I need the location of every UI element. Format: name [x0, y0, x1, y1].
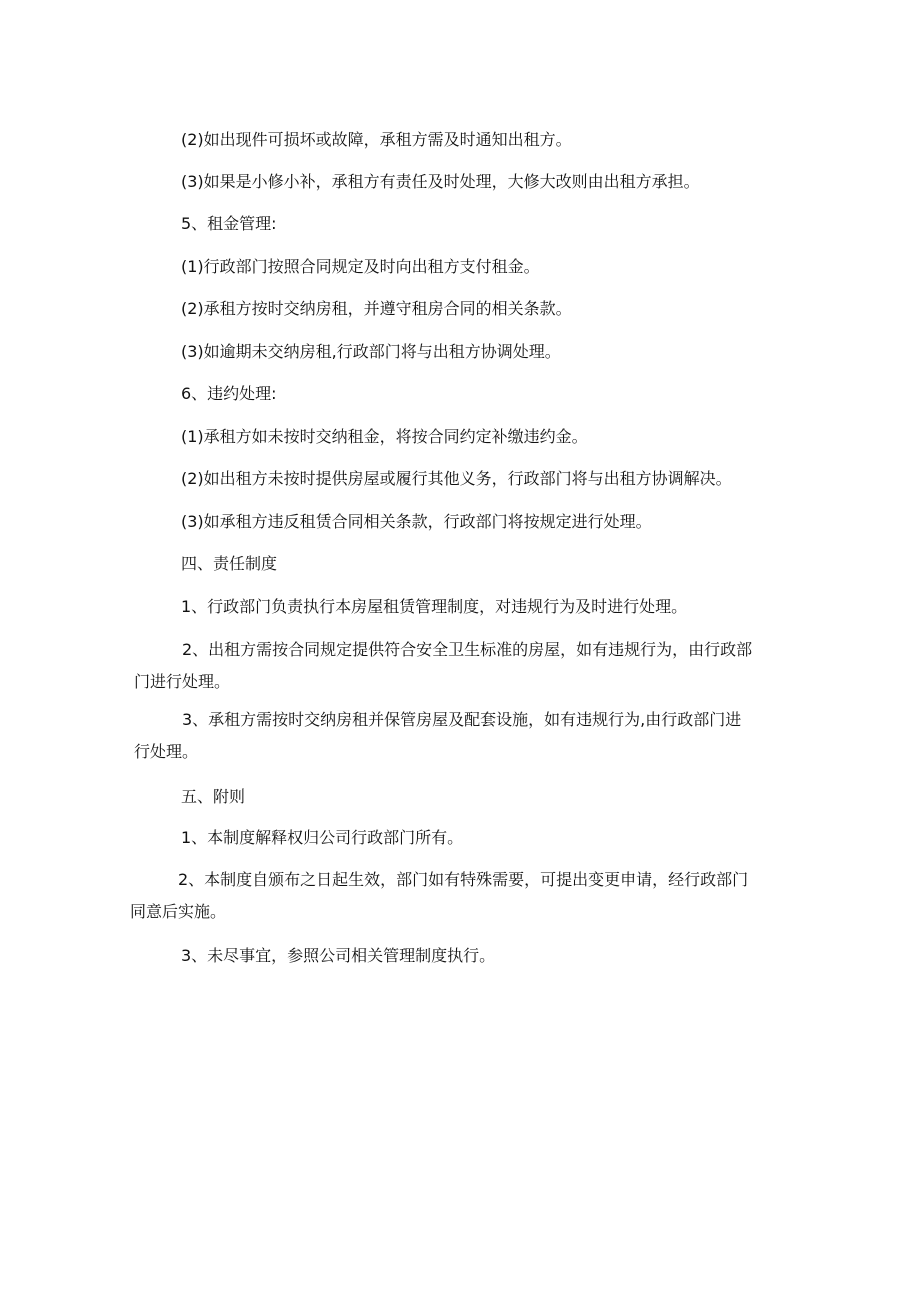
chapter-heading: 五、附则 — [181, 787, 246, 806]
paragraph: 1、行政部门负责执行本房屋租赁管理制度，对违规行为及时进行处理。 — [181, 597, 688, 616]
paragraph: (1)承租方如未按时交纳租金，将按合同约定补缴违约金。 — [181, 427, 588, 446]
paragraph: (2)如出租方未按时提供房屋或履行其他义务，行政部门将与出租方协调解决。 — [181, 469, 732, 488]
paragraph: 1、本制度解释权归公司行政部门所有。 — [181, 828, 464, 847]
paragraph: (2)如出现件可损坏或故障，承租方需及时通知出租方。 — [181, 130, 572, 149]
paragraph: 3、承租方需按时交纳房租并保管房屋及配套设施，如有违规行为,由行政部门进行处理。 — [134, 710, 742, 761]
section-heading: 6、违约处理: — [181, 384, 277, 403]
paragraph: 3、未尽事宜，参照公司相关管理制度执行。 — [181, 946, 496, 965]
section-heading: 5、租金管理: — [181, 214, 277, 233]
paragraph: 2、出租方需按合同规定提供符合安全卫生标准的房屋，如有违规行为，由行政部门进行处理。 — [134, 640, 753, 691]
paragraph: (3)如承租方违反租赁合同相关条款，行政部门将按规定进行处理。 — [181, 512, 652, 531]
paragraph: 2、本制度自颁布之日起生效，部门如有特殊需要，可提出变更申请，经行政部门同意后实施。 — [130, 870, 749, 921]
paragraph: (3)如逾期未交纳房租,行政部门将与出租方协调处理。 — [181, 342, 561, 361]
paragraph: (1)行政部门按照合同规定及时向出租方支付租金。 — [181, 257, 540, 276]
paragraph: (3)如果是小修小补，承租方有责任及时处理，大修大改则由出租方承担。 — [181, 172, 700, 191]
paragraph: (2)承租方按时交纳房租，并遵守租房合同的相关条款。 — [181, 299, 572, 318]
chapter-heading: 四、责任制度 — [181, 554, 278, 573]
